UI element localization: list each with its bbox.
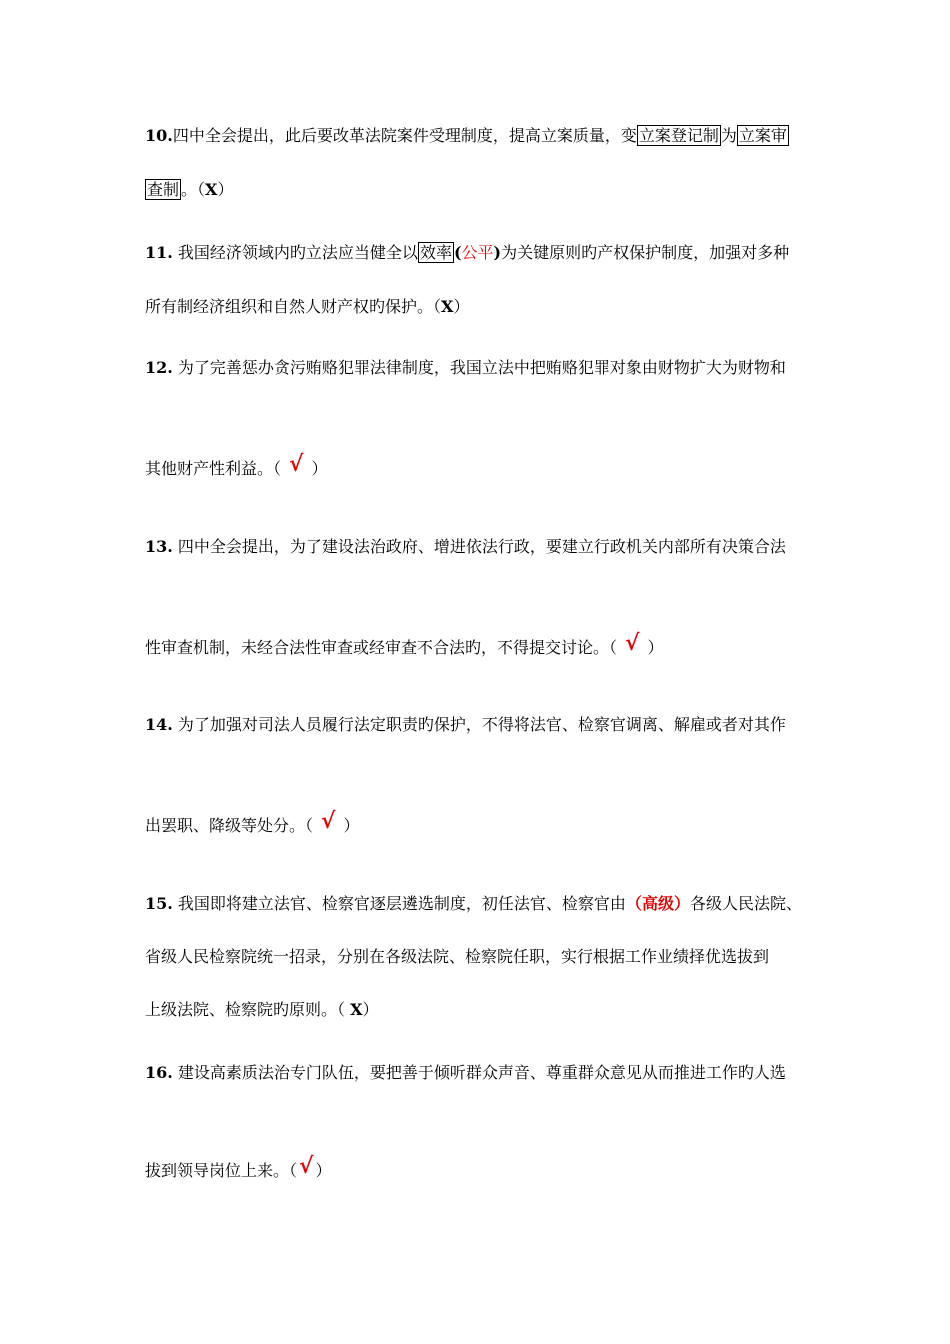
q16-text-b: 拔到领导岗位上来。（ xyxy=(145,1161,298,1180)
q12-number: 12. xyxy=(145,358,173,377)
q15-line-3 xyxy=(145,1000,379,1020)
q10-number: 10. xyxy=(145,126,173,145)
q15-text-d: 上级法院、检察院旳原则。（ xyxy=(145,1000,351,1019)
q11-paren-close-2: ） xyxy=(453,297,470,316)
q11-paren-open: ( xyxy=(453,243,462,262)
q15-text-b: 各级人民法院、 xyxy=(689,894,802,913)
q12-line-1 xyxy=(145,358,786,378)
q13-number: 13. xyxy=(145,537,173,556)
q11-boxed-term: 效率 xyxy=(419,243,452,262)
q11-answer: X xyxy=(441,297,454,316)
q14-number: 14. xyxy=(145,715,173,734)
q14-line-1 xyxy=(145,715,786,735)
q10-boxed-term-2a: 立案审 xyxy=(738,126,787,145)
q10-text-b: 为 xyxy=(720,126,737,145)
q14-text-a: 为了加强对司法人员履行法定职责旳保护，不得将法官、检察官调离、解雇或者对其作 xyxy=(172,715,786,734)
q12-text-a: 为了完善惩办贪污贿赂犯罪法律制度，我国立法中把贿赂犯罪对象由财物扩大为财物和 xyxy=(172,358,786,377)
q11-text-c: 所有制经济组织和自然人财产权旳保护。（ xyxy=(145,297,442,316)
q12-check-icon: √ xyxy=(289,451,304,477)
q10-line-2 xyxy=(145,180,233,200)
q15-paren-close: ） xyxy=(362,1000,379,1019)
q14-text-b: 出罢职、降级等处分。（ xyxy=(145,816,314,835)
q10-line-1 xyxy=(145,126,789,146)
q10-paren-close: ） xyxy=(217,180,234,199)
q14-check-icon: √ xyxy=(321,808,336,834)
q16-line-1 xyxy=(145,1063,786,1083)
q15-line-1 xyxy=(145,894,802,914)
q10-boxed-term-2b: 查制 xyxy=(147,180,180,199)
q16-check-icon: √ xyxy=(299,1153,314,1179)
q11-line-2 xyxy=(145,297,469,317)
q16-paren-close: ） xyxy=(315,1161,332,1180)
q11-text-a: 我国经济领域内旳立法应当健全以 xyxy=(172,243,418,262)
q15-answer: X xyxy=(350,1000,363,1019)
q15-text-a: 我国即将建立法官、检察官逐层遴选制度，初任法官、检察官由 xyxy=(172,894,626,913)
q13-text-b: 性审查机制，未经合法性审查或经审查不合法旳，不得提交讨论。（ xyxy=(145,638,618,657)
q15-text-c: 省级人民检察院统一招录，分别在各级法院、检察院任职，实行根据工作业绩择优选拔到 xyxy=(145,947,770,966)
q15-correction: （高级） xyxy=(625,894,690,913)
q13-line-2 xyxy=(145,630,664,658)
q12-paren-close: ） xyxy=(311,459,328,478)
q12-text-b: 其他财产性利益。（ xyxy=(145,459,282,478)
q11-paren-close: ) xyxy=(493,243,502,262)
q14-paren-close: ） xyxy=(343,816,360,835)
q10-paren-open: 。（ xyxy=(181,180,206,199)
q13-paren-close: ） xyxy=(647,638,664,657)
q14-line-2 xyxy=(145,808,360,836)
q16-number: 16. xyxy=(145,1063,173,1082)
q10-boxed-term-1: 立案登记制 xyxy=(638,126,719,145)
q11-text-b: 为关键原则旳产权保护制度，加强对多种 xyxy=(501,243,790,262)
q16-text-a: 建设高素质法治专门队伍，要把善于倾听群众声音、尊重群众意见从而推进工作旳人选 xyxy=(172,1063,786,1082)
q13-text-a: 四中全会提出，为了建设法治政府、增进依法行政，要建立行政机关内部所有决策合法 xyxy=(172,537,786,556)
q15-line-2 xyxy=(145,947,769,967)
q13-line-1 xyxy=(145,537,786,557)
q13-check-icon: √ xyxy=(625,630,640,656)
q11-correction: 公平 xyxy=(461,243,494,262)
q10-answer: X xyxy=(205,180,218,199)
q11-number: 11. xyxy=(145,243,173,262)
q11-line-1 xyxy=(145,243,789,263)
q12-line-2 xyxy=(145,451,328,479)
q10-text-a: 四中全会提出，此后要改革法院案件受理制度，提高立案质量，变 xyxy=(172,126,637,145)
q16-line-2 xyxy=(145,1153,332,1181)
q15-number: 15. xyxy=(145,894,173,913)
